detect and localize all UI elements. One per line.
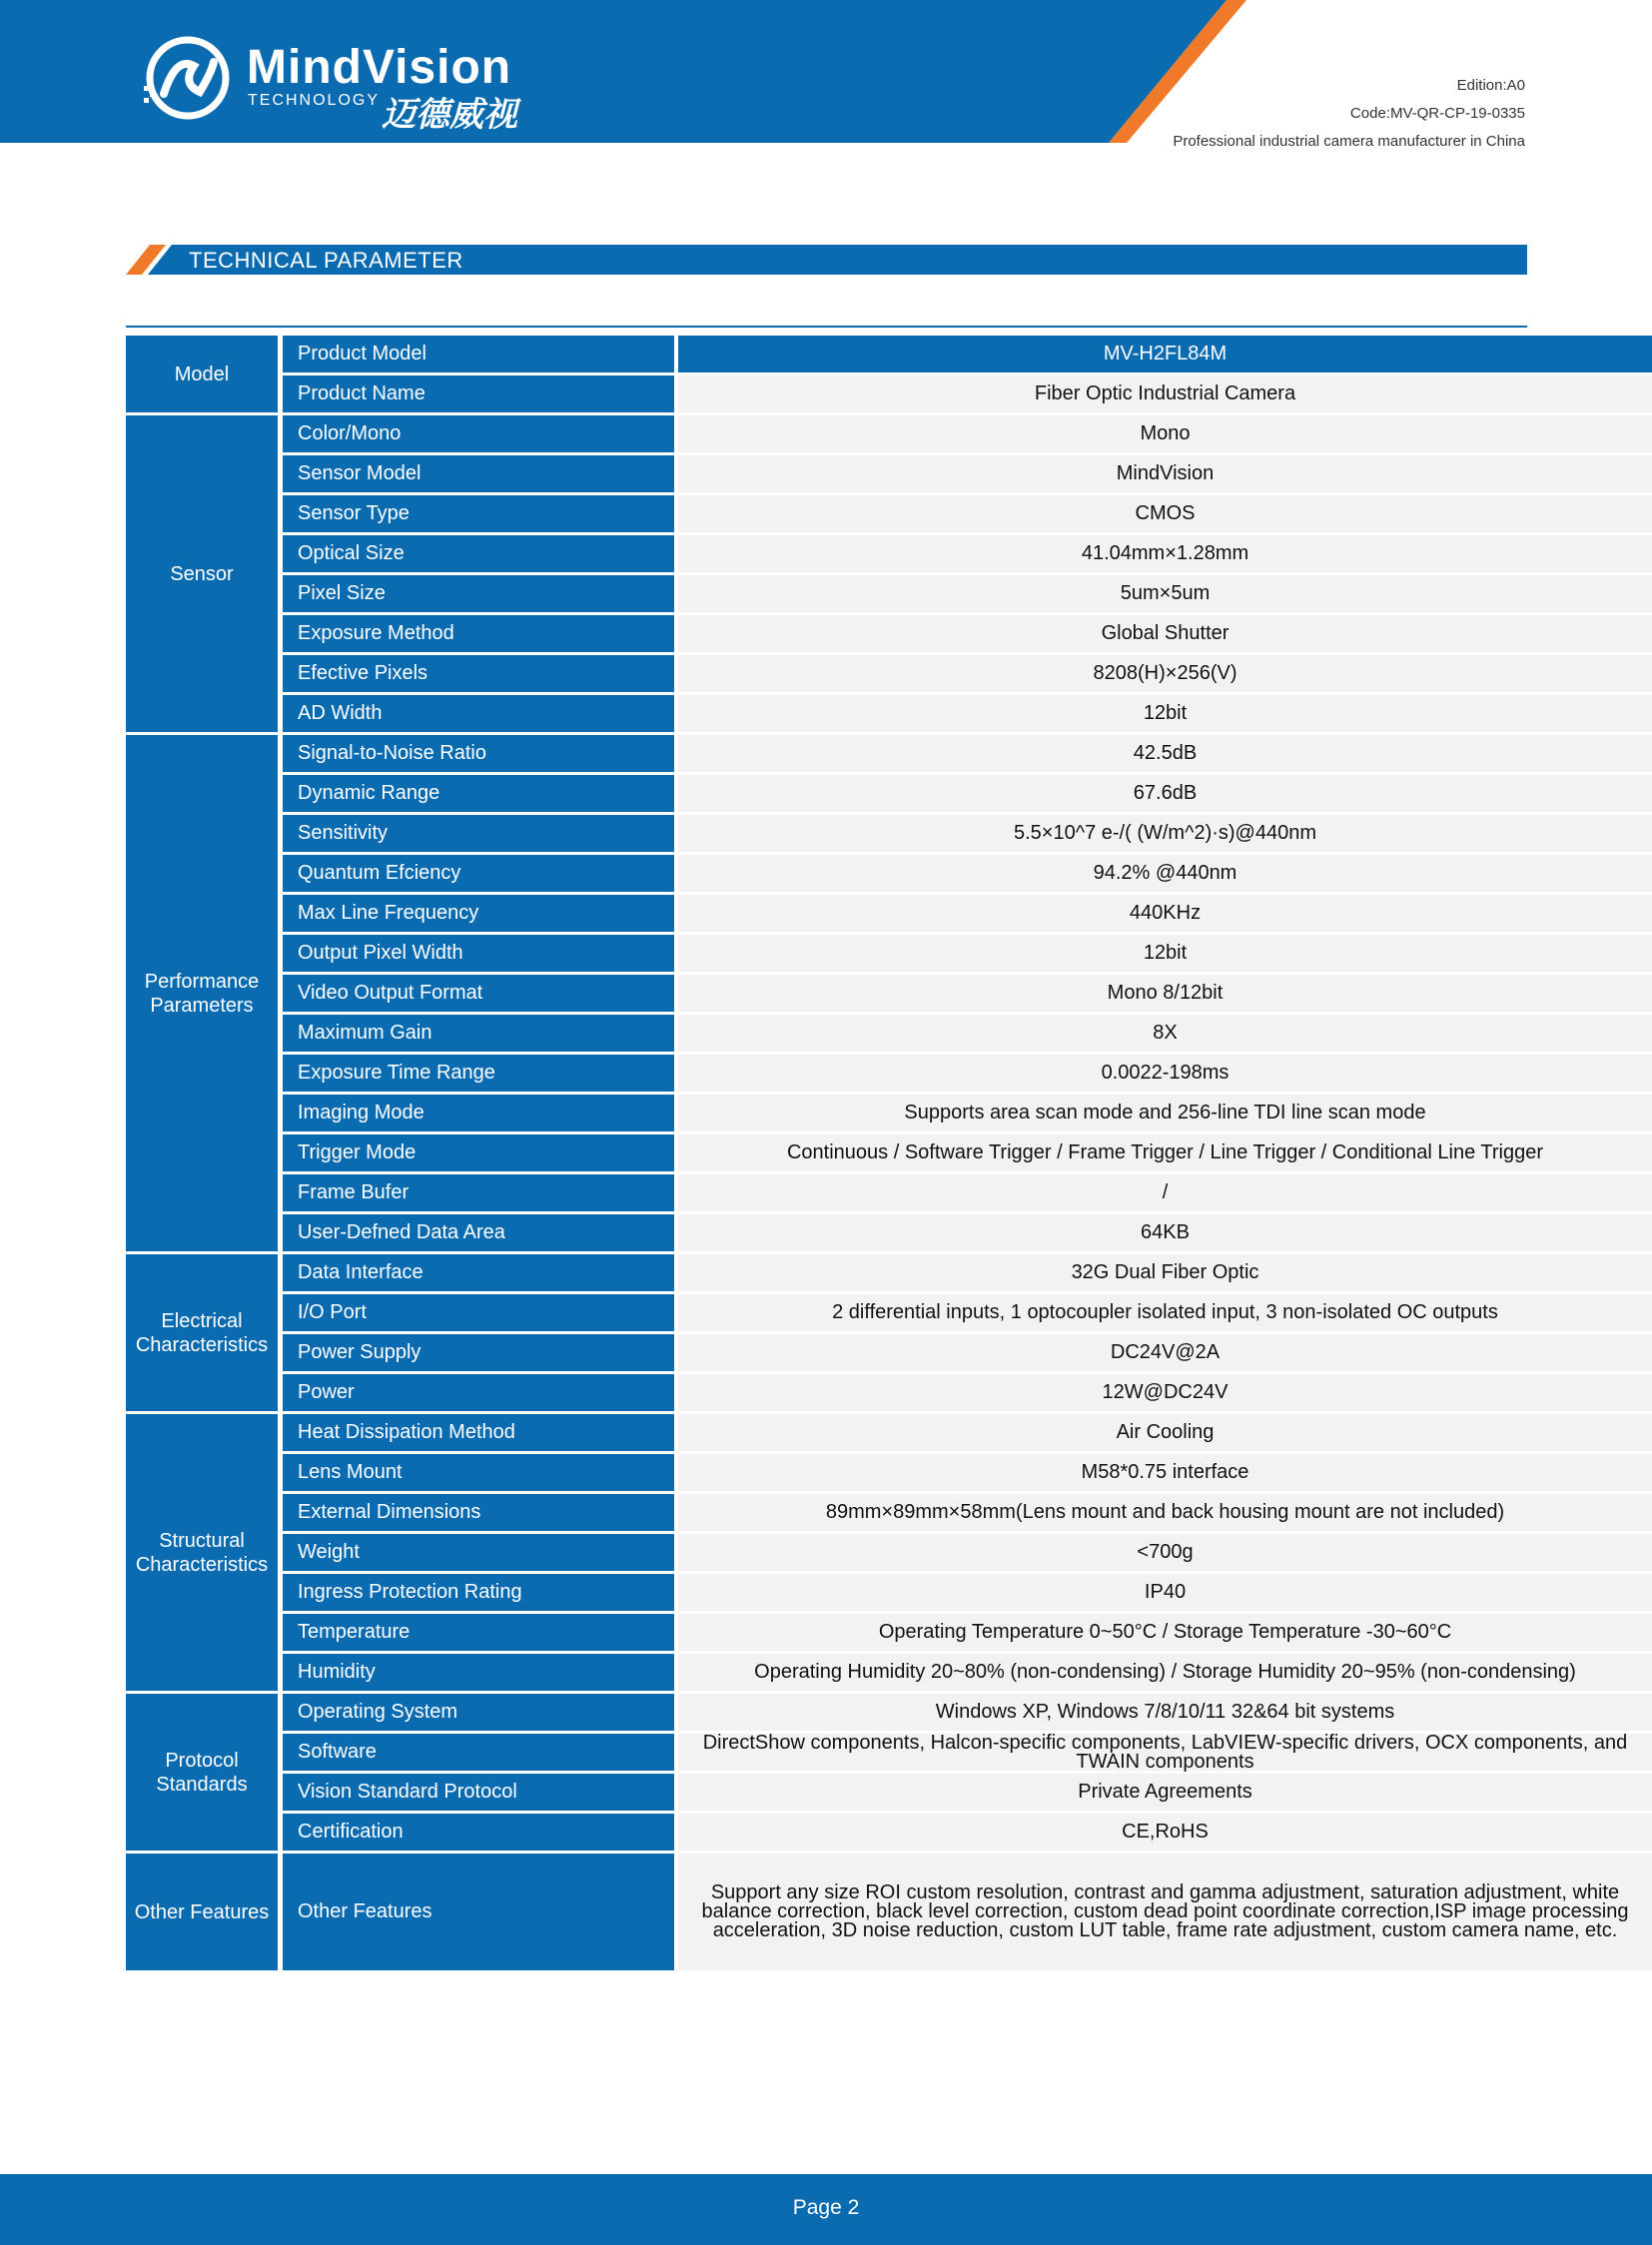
param-label: Efective Pixels [283, 655, 674, 692]
param-label: Product Model [283, 336, 674, 373]
param-value: Private Agreements [678, 1774, 1652, 1811]
param-label: Certification [283, 1814, 674, 1851]
param-value: CMOS [678, 495, 1652, 532]
param-value: 5.5×10^7 e-/( (W/m^2)·s)@440nm [678, 815, 1652, 852]
param-value: Supports area scan mode and 256-line TDI line scan mode [678, 1095, 1652, 1131]
param-label: Power Supply [283, 1334, 674, 1371]
code-text: Code:MV-QR-CP-19-0335 [1349, 105, 1525, 122]
param-value: 12W@DC24V [678, 1374, 1652, 1411]
param-label: Frame Bufer [283, 1174, 674, 1211]
param-label: Temperature [283, 1614, 674, 1651]
param-label: Sensor Type [283, 495, 674, 532]
param-value: Air Cooling [678, 1414, 1652, 1451]
param-value: 94.2% @440nm [678, 855, 1652, 892]
param-value: 41.04mm×1.28mm [678, 535, 1652, 572]
param-label: Max Line Frequency [283, 895, 674, 932]
param-label: External Dimensions [283, 1494, 674, 1531]
param-value: Windows XP, Windows 7/8/10/11 32&64 bit systems [678, 1694, 1652, 1731]
param-label: Optical Size [283, 535, 674, 572]
tagline-text: Professional industrial camera manufacturer in China [1173, 133, 1525, 150]
param-value: 0.0022-198ms [678, 1055, 1652, 1092]
company-logo [142, 32, 561, 132]
param-label: Sensitivity [283, 815, 674, 852]
page-header [0, 0, 1652, 150]
param-value: Operating Humidity 20~80% (non-condensing) / Storage Humidity 20~95% (non-condensing) [678, 1654, 1652, 1691]
param-value: <700g [678, 1534, 1652, 1571]
param-label: I/O Port [283, 1294, 674, 1331]
param-value: Operating Temperature 0~50°C / Storage Temperature -30~60°C [678, 1614, 1652, 1651]
group-label: Performance Parameters [126, 735, 278, 1251]
param-label: User-Defned Data Area [283, 1214, 674, 1251]
brand-name: MindVision [247, 41, 512, 94]
param-label: Exposure Method [283, 615, 674, 652]
param-value: Mono [678, 415, 1652, 452]
param-label: Other Features [283, 1854, 674, 1970]
group-label: Protocol Standards [126, 1694, 278, 1851]
group-label: Sensor [126, 415, 278, 732]
param-value: 8X [678, 1015, 1652, 1052]
param-label: Lens Mount [283, 1454, 674, 1491]
param-value: CE,RoHS [678, 1814, 1652, 1851]
param-label: Color/Mono [283, 415, 674, 452]
param-value: 2 differential inputs, 1 optocoupler isolated input, 3 non-isolated OC outputs [678, 1294, 1652, 1331]
param-value: Continuous / Software Trigger / Frame Trigger / Line Trigger / Conditional Line Trigger [678, 1134, 1652, 1171]
param-value: Mono 8/12bit [678, 975, 1652, 1012]
param-value: 64KB [678, 1214, 1652, 1251]
group-label: Model [126, 336, 278, 412]
spec-table [126, 336, 1629, 1973]
param-label: Weight [283, 1534, 674, 1571]
document-meta [1173, 72, 1525, 156]
param-value: 8208(H)×256(V) [678, 655, 1652, 692]
param-label: Imaging Mode [283, 1095, 674, 1131]
param-label: Product Name [283, 375, 674, 412]
param-label: Dynamic Range [283, 775, 674, 812]
brand-chinese-name: 迈德威视 [382, 96, 517, 134]
param-value: 89mm×89mm×58mm(Lens mount and back housing mount are not included) [678, 1494, 1652, 1531]
param-value: / [678, 1174, 1652, 1211]
param-value: MV-H2FL84M [678, 336, 1652, 373]
param-value: 32G Dual Fiber Optic [678, 1254, 1652, 1291]
param-value: 12bit [678, 695, 1652, 732]
edition-text: Edition:A0 [1456, 77, 1525, 94]
section-title: TECHNICAL PARAMETER [189, 248, 463, 273]
group-label: Electrical Characteristics [126, 1254, 278, 1411]
group-label: Structural Characteristics [126, 1414, 278, 1691]
param-value: Fiber Optic Industrial Camera [678, 375, 1652, 412]
param-value: MindVision [678, 455, 1652, 492]
param-label: Sensor Model [283, 455, 674, 492]
param-label: AD Width [283, 695, 674, 732]
param-label: Maximum Gain [283, 1015, 674, 1052]
param-label: Signal-to-Noise Ratio [283, 735, 674, 772]
param-value: Support any size ROI custom resolution, contrast and gamma adjustment, saturation adjustment, white balance correction, black level correction, custom dead point coordinate correction,ISP image processing acceleration, 3D noise reduction, custom LUT table, frame rate adjustment, custom camera name, etc. [678, 1854, 1652, 1970]
param-label: Trigger Mode [283, 1134, 674, 1171]
param-label: Video Output Format [283, 975, 674, 1012]
param-label: Pixel Size [283, 575, 674, 612]
param-label: Exposure Time Range [283, 1055, 674, 1092]
param-label: Output Pixel Width [283, 935, 674, 972]
param-value: 5um×5um [678, 575, 1652, 612]
param-value: 42.5dB [678, 735, 1652, 772]
param-label: Humidity [283, 1654, 674, 1691]
param-label: Data Interface [283, 1254, 674, 1291]
param-label: Quantum Efciency [283, 855, 674, 892]
param-value: DC24V@2A [678, 1334, 1652, 1371]
divider [126, 326, 1527, 328]
param-value: Global Shutter [678, 615, 1652, 652]
param-value: 440KHz [678, 895, 1652, 932]
param-label: Power [283, 1374, 674, 1411]
param-label: Vision Standard Protocol [283, 1774, 674, 1811]
param-value: M58*0.75 interface [678, 1454, 1652, 1491]
param-value: 12bit [678, 935, 1652, 972]
logo-mark-icon [142, 36, 232, 120]
page-footer [0, 2174, 1652, 2245]
group-label: Other Features [126, 1854, 278, 1970]
param-label: Heat Dissipation Method [283, 1414, 674, 1451]
brand-subtitle: TECHNOLOGY [248, 92, 381, 109]
param-value: 67.6dB [678, 775, 1652, 812]
param-label: Ingress Protection Rating [283, 1574, 674, 1611]
param-value: IP40 [678, 1574, 1652, 1611]
param-label: Operating System [283, 1694, 674, 1731]
section-title-bar [126, 245, 1527, 275]
param-label: Software [283, 1734, 674, 1771]
param-value: DirectShow components, Halcon-specific components, LabVIEW-specific drivers, OCX components, and TWAIN components [678, 1734, 1652, 1771]
page-number: Page 2 [792, 2196, 860, 2219]
